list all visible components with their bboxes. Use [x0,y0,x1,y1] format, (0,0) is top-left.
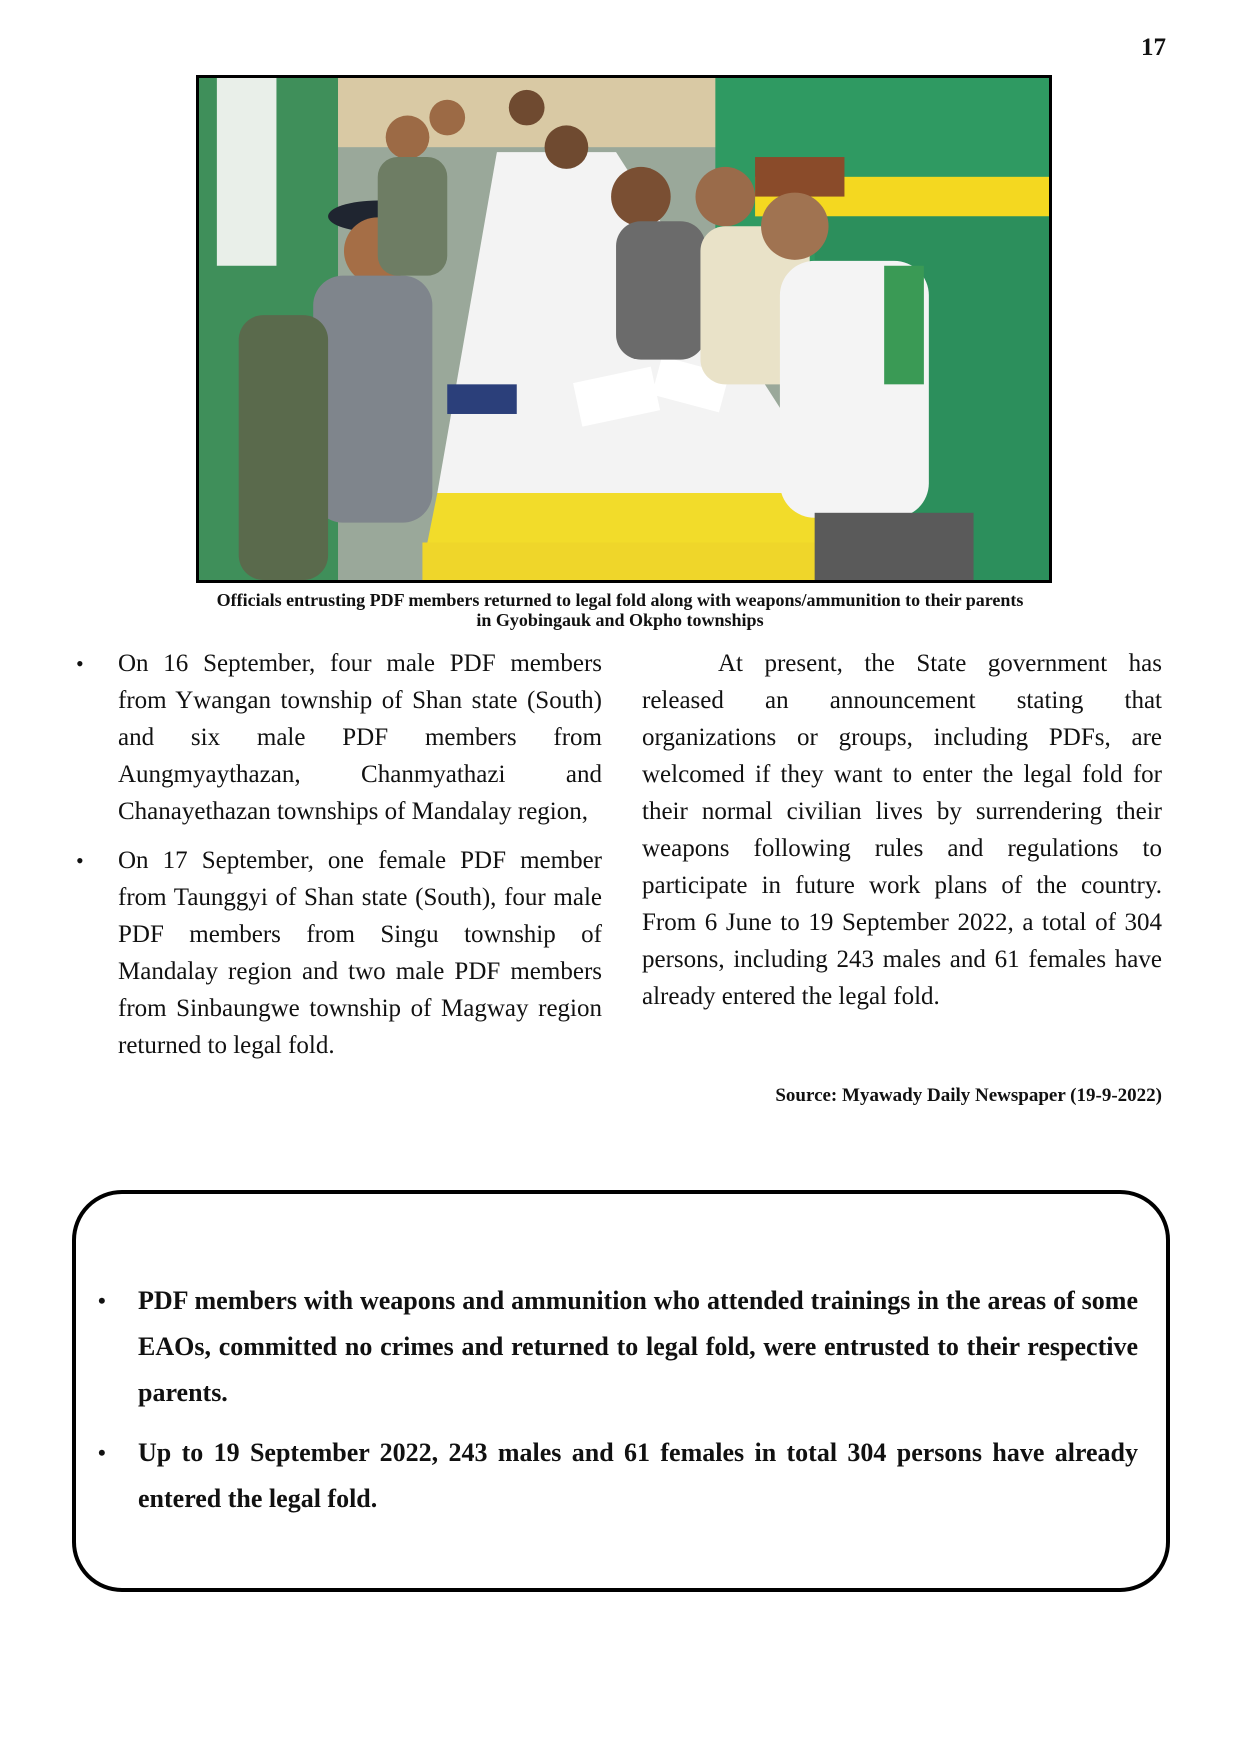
summary-point: • PDF members with weapons and ammunition who attended trainings in the areas of some EAOs, committed no crimes and returned to legal fold, were entrusted to their respective parents. [98,1278,1138,1416]
source-citation: Source: Myawady Daily Newspaper (19-9-2022) [775,1085,1162,1106]
news-photo [196,75,1052,583]
list-item: • On 17 September, one female PDF member from Taunggyi of Shan state (South), four male PDF members from Singu township of Mandalay region and two male PDF members from Sinbaungwe township of Magway region returned to legal fold. [70,842,602,1064]
caption-line-1: Officials entrusting PDF members returned to legal fold along with weapons/ammunition to their parents [216,590,1024,610]
caption-line-2: in Gyobingauk and Okpho townships [476,610,764,630]
summary-box [72,1190,1170,1592]
right-column [642,645,1162,1015]
body-paragraph: At present, the State government has released an announcement stating that organizations or groups, including PDFs, are welcomed if they want to enter the legal fold for their normal civilian lives by surrendering their weapons following rules and regulations to participate in future work plans of the country. From 6 June to 19 September 2022, a total of 304 persons, including 243 males and 61 females have already entered the legal fold. [642,650,1162,1010]
bullet-list [70,645,602,1064]
left-column [70,645,602,1076]
summary-list [98,1278,1138,1536]
summary-point: • Up to 19 September 2022, 243 males and 61 females in total 304 persons have already entered the legal fold. [98,1430,1138,1522]
photo-caption [140,590,1100,630]
page-number: 17 [1141,34,1166,61]
photo-illustration [199,78,1049,580]
list-item: • On 16 September, four male PDF members from Ywangan township of Shan state (South) and six male PDF members from Aungmyaythazan, Chanmyathazi and Chanayethazan townships of Mandalay region, [70,645,602,830]
